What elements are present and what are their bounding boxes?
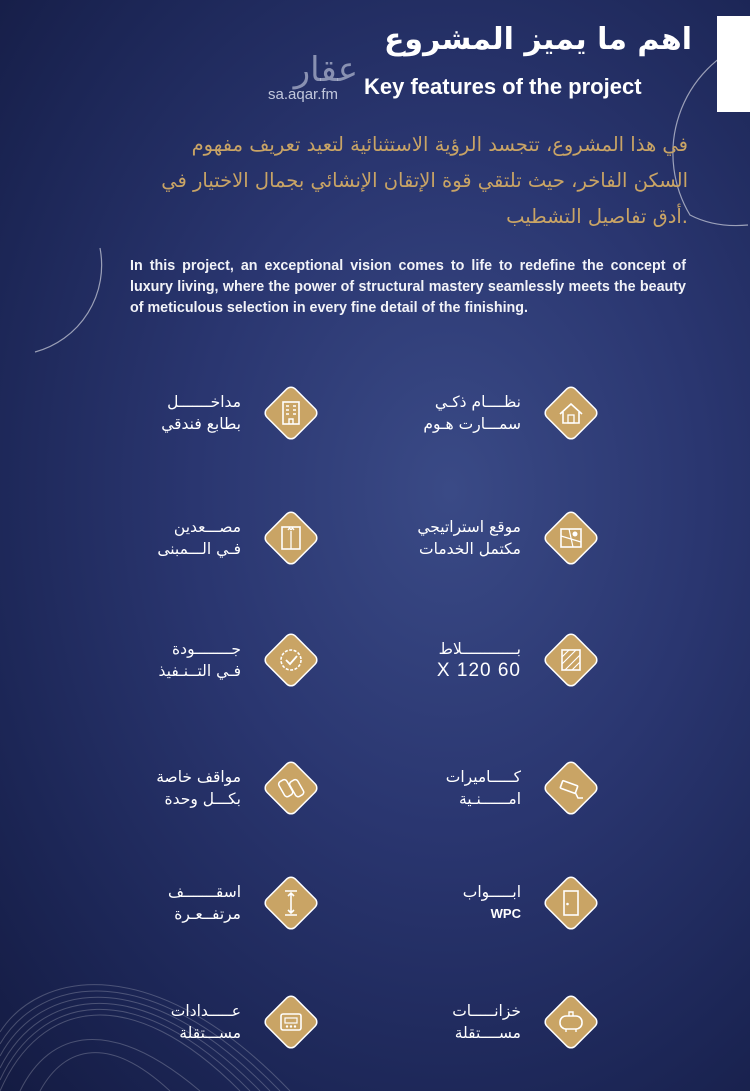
feature-smart-home: نظــــام ذكـي سمـــارت هـوم	[381, 381, 603, 445]
feature-private-parking: مواقف خاصة بكـــل وحدة	[101, 756, 323, 820]
feature-quality: جــــــــودة فـي التــنـفيذ	[101, 628, 323, 692]
feature-tiles: بــــــــــــلاط 60 X 120	[381, 628, 603, 692]
page-title-english: Key features of the project	[364, 74, 642, 99]
feature-independent-tanks: خزانـــــات مســــتقلة	[381, 990, 603, 1054]
white-edge-bar	[717, 16, 750, 112]
quality-badge-icon	[259, 628, 323, 692]
feature-hotel-entrances: مداخـــــــل بطابع فندقي	[101, 381, 323, 445]
intro-arabic	[120, 127, 688, 235]
page-title-arabic: اهم ما يميز المشروع	[383, 22, 692, 57]
intro-arabic-line: في هذا المشروع، تتجسد الرؤية الاستثنائية لتعيد تعريف مفهوم	[191, 133, 688, 156]
logo-watermark: عقار	[293, 50, 358, 90]
map-icon	[539, 506, 603, 570]
intro-english: In this project, an exceptional vision comes to life to redefine the concept of luxury living, where the power of structural mastery seamlessly meets the beauty of meticulous selection in every fine detail of the finishing.	[130, 258, 686, 316]
tiles-icon	[539, 628, 603, 692]
camera-icon	[539, 756, 603, 820]
elevator-icon	[259, 506, 323, 570]
intro-arabic-line: .أدق تفاصيل التشطيب	[506, 205, 688, 228]
smart-home-icon	[539, 381, 603, 445]
decorative-waves	[0, 960, 300, 1091]
decorative-arc-left	[0, 240, 120, 360]
ceiling-height-icon	[259, 871, 323, 935]
feature-independent-meters: عـــــدادات مســـتقلة	[101, 990, 323, 1054]
feature-wpc-doors: ابـــــواب WPC	[381, 871, 603, 935]
intro-arabic-line: السكن الفاخر، حيث تلتقي قوة الإتقان الإنشائي بجمال الاختيار في	[161, 169, 688, 192]
building-icon	[259, 381, 323, 445]
tank-icon	[539, 990, 603, 1054]
parking-icon	[259, 756, 323, 820]
feature-strategic-location: موقع استراتيجي مكتمل الخدمات	[381, 506, 603, 570]
feature-security-cameras: كـــــاميرات امــــــنـية	[381, 756, 603, 820]
logo-url: sa.aqar.fm	[268, 86, 339, 103]
door-icon	[539, 871, 603, 935]
feature-high-ceilings: اسقـــــــف مرتفــعـرة	[101, 871, 323, 935]
feature-elevators: مصـــعدين فـي الـــمبنى	[101, 506, 323, 570]
